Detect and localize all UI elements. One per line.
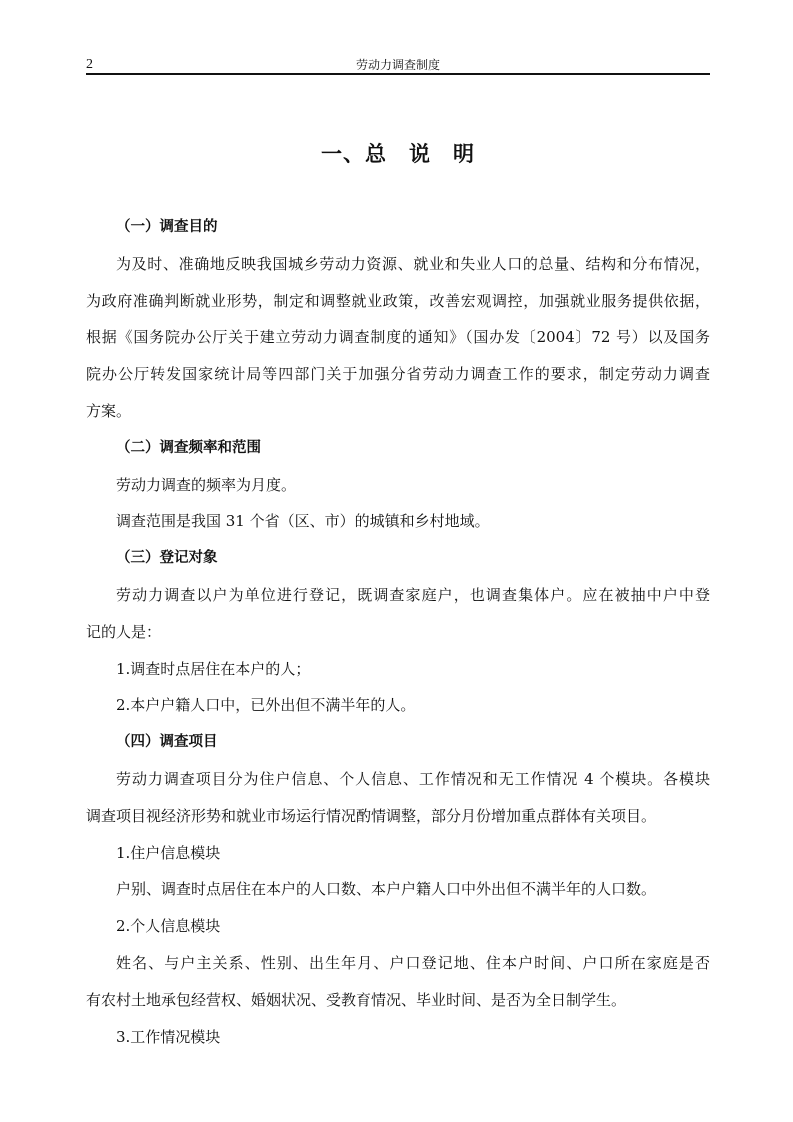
page-number: 2 [86,57,93,72]
paragraph-line: 调查项目视经济形势和就业市场运行情况酌情调整，部分月份增加重点群体有关项目。 [86,806,657,825]
list-item: 1.调查时点居住在本户的人； [116,659,311,678]
running-header [86,55,710,75]
paragraph-line: 院办公厅转发国家统计局等四部门关于加强分省劳动力调查工作的要求，制定劳动力调查 [86,365,710,384]
paragraph-line: 劳动力调查以户为单位进行登记，既调查家庭户，也调查集体户。应在被抽中户中登 [116,585,710,604]
paragraph-line: 调查范围是我国 31 个省（区、市）的城镇和乡村地域。 [116,512,490,531]
section-heading-purpose: （一）调查目的 [116,219,218,235]
paragraph-line: 户别、调查时点居住在本户的人口数、本户户籍人口中外出但不满半年的人口数。 [116,880,657,899]
paragraph-line: 劳动力调查的频率为月度。 [116,475,297,494]
paragraph-line: 根据《国务院办公厅关于建立劳动力调查制度的通知》（国办发〔2004〕72 号）以及国务 [86,328,710,347]
subsection-label: 2.个人信息模块 [116,917,221,936]
paragraph-line: 劳动力调查项目分为住户信息、个人信息、工作情况和无工作情况 4 个模块。各模块 [116,769,710,788]
paragraph-line: 姓名、与户主关系、性别、出生年月、户口登记地、住本户时间、户口所在家庭是否 [116,953,710,972]
section-heading-frequency-scope: （二）调查频率和范围 [116,439,261,456]
section-heading-survey-items: （四）调查项目 [116,734,218,751]
paragraph-line: 为及时、准确地反映我国城乡劳动力资源、就业和失业人口的总量、结构和分布情况， [116,254,710,273]
section-heading-registration-objects: （三）登记对象 [116,550,218,567]
page-title: 一、总 说 明 [321,142,475,166]
paragraph-line: 有农村土地承包经营权、婚姻状况、受教育情况、毕业时间、是否为全日制学生。 [86,990,627,1009]
document-body [86,209,710,1055]
paragraph-line: 方案。 [86,401,132,420]
document-name: 劳动力调查制度 [355,58,440,72]
list-item: 2.本户户籍人口中，已外出但不满半年的人。 [116,696,416,715]
header-rule [86,73,710,75]
paragraph-line: 记的人是： [86,622,162,641]
paragraph-line: 为政府准确判断就业形势，制定和调整就业政策，改善宏观调控，加强就业服务提供依据， [86,291,710,310]
subsection-label: 1.住户信息模块 [116,843,221,862]
subsection-label: 3.工作情况模块 [116,1027,221,1046]
